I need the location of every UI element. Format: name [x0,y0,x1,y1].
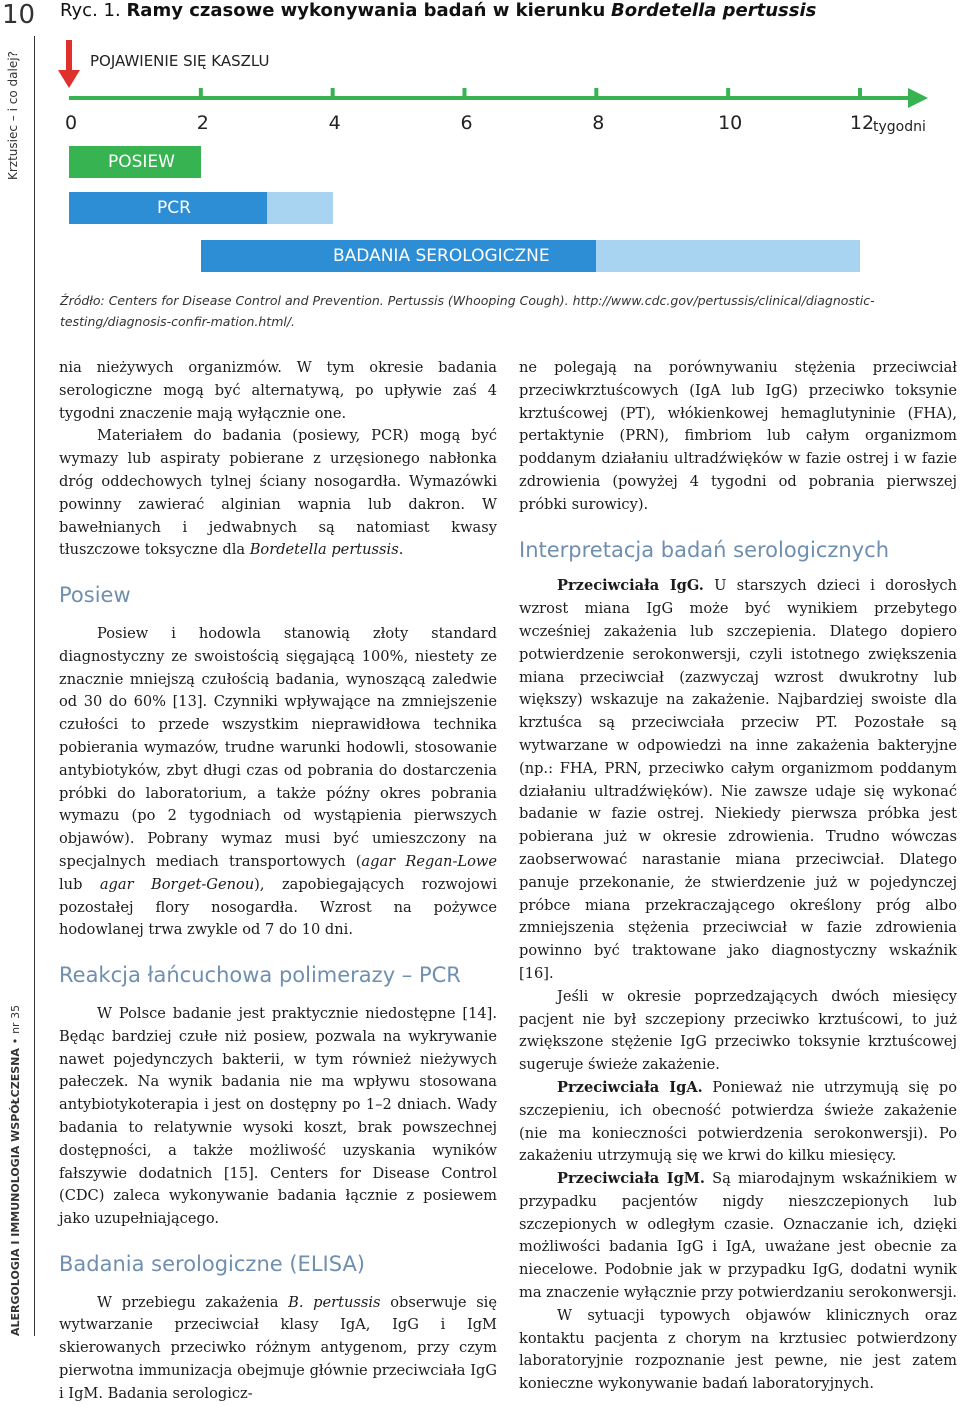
iga-label: Przeciwciała IgA. [557,1078,703,1096]
text-run: W przebiegu zakażenia [97,1293,289,1311]
timeline-axis-arrowhead [908,88,928,108]
medium-name: agar Borget-Genou [99,875,255,893]
timeline-bar-label: BADANIA SEROLOGICZNE [333,246,550,266]
axis-tick-label: 8 [592,112,605,134]
event-arrow-head [58,70,80,88]
journal-name: ALERGOLOGIA I IMMUNOLOGIA WSPÓŁCZESNA [9,1048,22,1336]
journal-separator: • [9,1037,22,1045]
species-name: B. pertussis [288,1293,381,1311]
margin-rule [34,36,35,1336]
timeline-bar-segment [596,240,860,272]
axis-tick-label: 4 [328,112,341,134]
paragraph: W Polsce badanie jest praktycznie niedostępne [14]. Będąc bardziej czułe niż posiew, pozwala na wykrywanie nawet pojedynczych bakterii, w tym również nieżywych pałeczek. Na wynik badania nie ma wpływu stosowana antybiotykoterapia i jest on dostępny po 1–2 dniach. Wady badania to relatywnie wysoki koszt, brak powszechnej dostępności, a także możliwość uzyskania wyników fałszywie dodatnich [15]. Centers for Disease Control (CDC) zaleca wykonywanie badania łącznie z posiewem jako uzupełniającego. [59,1004,497,1228]
text-run: obserwuje się wytwarzanie przeciwciał klasy IgA, IgG i IgM skierowanych przeciwko różnym antygenom, przy czym pierwotna immunizacja obejmuje głównie przeciwciała IgG i IgM. Badania serologicz- [59,1293,497,1402]
paragraph: ne polegają na porównywaniu stężenia przeciwciał przeciwkrztuścowych (IgA lub IgG) przeciwko toksynie krztuścowej (PT), włókienkowej hemaglutyninie (FHA), pertaktynie (PRN), fimbriom lub całym organizmom poddanym działaniu ultradźwięków w fazie ostrej i w fazie zdrowienia (powyżej 4 tygodni od pobrania pierwszej próbki surowicy). [519,359,957,513]
paragraph: Jeśli w okresie poprzedzających dwóch miesięcy pacjent nie był szczepiony przeciwko krztuścowi, to już zwiększone stężenie IgG przeciwko toksynie krztuścowej sugeruje świeże zakażenie. [519,987,957,1074]
paragraph [59,1292,497,1406]
text-run: Materiałem do badania (posiewy, PCR) mogą być wymazy lub aspiraty pobierane z urzęsionego nabłonka dróg oddechowych tylnej ściany nosogardła. Wymazówki powinny zawierać alginian wapnia lub dakron. W bawełnianych i jedwabnych są natomiast kwasy tłuszczowe toksyczne dla [59,427,497,559]
text-run: Ponieważ nie utrzymują się po szczepieniu, ich obecność potwierdza świeże zakażenie (nie ma konieczności potwierdzenia serokonwersji). Po zakażeniu utrzymują się we krwi do kilku miesięcy. [519,1078,957,1165]
running-head-journal [9,1004,29,1336]
paragraph: W sytuacji typowych objawów klinicznych oraz kontaktu pacjenta z chorym na krztusiec potwierdzony laboratoryjnie rozpoznanie jest pewne, nie jest zatem konieczne wykonywanie badań laboratoryjnych. [519,1306,957,1393]
text-run: Posiew i hodowla stanowią złoty standard diagnostyczny ze swoistością sięgającą 100%, niestety ze znacznie mniejszą czułością badania, wynoszącą zaledwie od 30 do 60% [13]. Czynniki wpływające na zmniejszenie czułości to przede wszystkim nieprawidłowa technika pobierania wymazów, trudne warunki hodowli, stosowanie antybiotyków, zbyt długi czas od pobrania do dostarczenia próbki do laboratorium, a także późny okres pobrania wymazu (po 2 tygodniach od wystąpienia pierwszych objawów). Pobrany wymaz musi być umieszczony na specjalnych mediach transportowych ( [59,624,497,870]
section-heading-interpretation: Interpretacja badań serologicznych [519,537,890,562]
text-run: U starszych dzieci i dorosłych wzrost miana IgG może być wynikiem przebytego wcześniej zakażenia lub szczepienia. Dlatego dopiero potwierdzenie serokonwersji, czyli istotnego zwiększenia miana przeciwciał (zazwyczaj wzrost dwukrotny lub większy) wskazuje na zakażenie. Najbardziej swoiste dla krztuśca są przeciwciała przeciw PT. Pozostałe są wytwarzane w odpowiedzi na inne zakażenia bakteryjne (np.: FHA, PRN, przeciwko całym organizmom poddanym działaniu ultradźwięków). Nie zawsze udaje się wykonać badanie w fazie ostrej. Niekiedy pierwsza próbka jest pobierana już w okresie zdrowienia. Trudno wówczas zaobserwować narastanie miana przeciwciał. Dlatego panuje przekonanie, że stwierdzenie już w pojedynczej próbce miana przekraczającego określony próg albo zmniejszenia stężenia przeciwciał w fazie zdrowienia powinno być traktowane jako diagnostyczny wskaźnik [16]. [519,577,957,982]
paragraph [519,1077,957,1168]
page-number: 10 [2,0,36,30]
text-run: lub [59,875,100,893]
figure-source: Źródło: Centers for Disease Control and Prevention. Pertussis (Whooping Cough). http://www.cdc.gov/pertussis/clinical/diagnostic-testing/diagnosis-confir-mation.html/. [60,293,875,329]
left-column [59,357,497,1406]
text-run: Są miarodajnym wskaźnikiem w przypadku pacjentów nigdy nieszczepionych lub szczepionych w odległym czasie. Oznaczanie ich, dzięki możliwości badania IgG i IgA, uważane jest obecnie za niecelowe. Podobnie jak w przypadku IgG, dodatni wynik ma znaczenie wyłącznie przy potwierdzaniu serokonwersji. [519,1170,958,1302]
paragraph [519,1168,957,1305]
axis-tick-label: 10 [718,112,743,134]
medium-name: agar Regan-Lowe [361,852,497,870]
section-heading-pcr: Reakcja łańcuchowa polimerazy – PCR [59,963,461,988]
axis-tick-label: 6 [460,112,473,134]
timeline-figure [40,28,960,288]
figure-caption [60,0,816,26]
figure-caption-prefix: Ryc. 1. [60,0,121,21]
section-heading-posiew: Posiew [59,583,131,608]
paragraph [519,575,957,985]
paragraph [59,425,497,562]
axis-tick-label: 2 [196,112,209,134]
time-unit-label: tygodni [873,119,926,135]
igg-label: Przeciwciała IgG. [557,577,704,595]
event-label: POJAWIENIE SIĘ KASZLU [90,52,270,70]
axis-tick-label: 12 [849,112,875,134]
running-head-title: Krztusiec – i co dalej? [6,51,20,180]
journal-issue: nr 35 [9,1004,22,1034]
figure-caption-species: Bordetella pertussis [611,0,817,21]
section-heading-elisa: Badania serologiczne (ELISA) [59,1251,365,1276]
axis-tick-label: 0 [64,112,78,134]
figure-caption-main: Ramy czasowe wykonywania badań w kierunku [126,0,606,21]
igm-label: Przeciwciała IgM. [557,1170,706,1188]
text-run: ), zapobiegających rozwojowi pozostałej flory nosogardła. Wzrost na pożywce hodowlanej trwa zwykle od 7 do 10 dni. [59,875,498,939]
paragraph: nia nieżywych organizmów. W tym okresie badania serologiczne mogą być alternatywą, po upływie zaś 4 tygodni znaczenie mają wyłącznie one. [59,359,497,422]
species-name: Bordetella pertussis [249,541,399,559]
right-column [519,357,957,1396]
text-run: . [398,541,404,559]
paragraph [59,623,497,942]
timeline-bar-label: PCR [157,198,191,218]
event-arrow-shaft [66,40,72,74]
timeline-bar-label: POSIEW [108,152,175,172]
timeline-bar-segment [267,192,333,224]
